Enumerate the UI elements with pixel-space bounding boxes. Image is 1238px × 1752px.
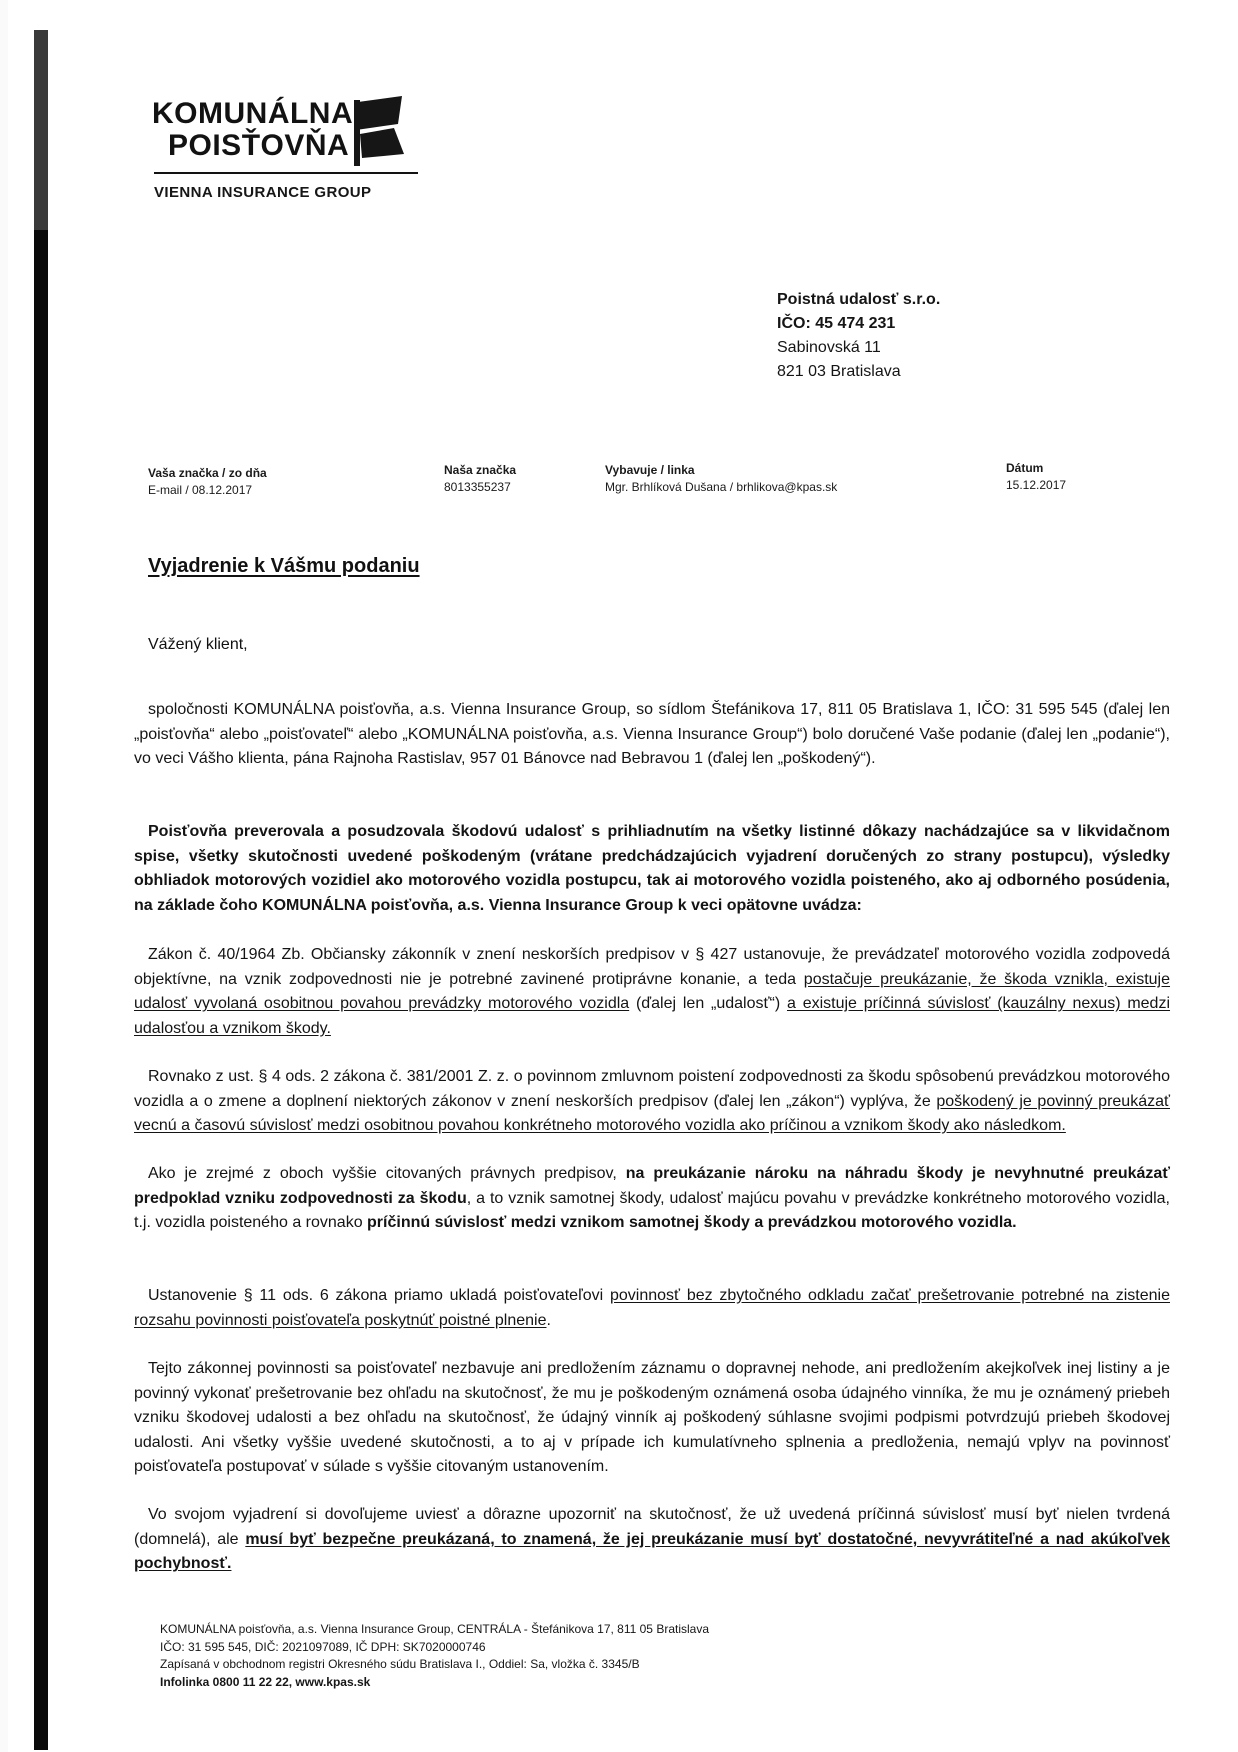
paragraph-investigation-underline: povinnosť bez zbytočného odkladu začať prešetrovanie potrebné na zistenie rozsahu povinnosti poisťovateľa poskytnúť poistné plnenie	[134, 1287, 1170, 1329]
handler-label: Vybavuje / linka	[605, 463, 695, 477]
logo-line-2: POISŤOVŇA	[168, 129, 350, 162]
paragraph-civil-code-underline-1: postačuje preukázanie, že škoda vznikla, existuje udalosť vyvolaná osobitnou povahou prevádzky motorového vozidla	[134, 970, 1171, 1012]
paragraph-insurance-act-underline: poškodený je povinný preukázať vecnú a časovú súvislosť medzi osobitnou povahou konkrétneho motorového vozidla ako príčinou a vznikom škody ako následkom.	[134, 1092, 1170, 1134]
paragraph-obligation: Tejto zákonnej povinnosti sa poisťovateľ nezbavuje ani predložením záznamu o dopravnej nehode, ani predložením akejkoľvek inej listiny a je povinný vykonať prešetrovanie bez ohľadu na skutočnosť, že mu je poškodeným oznámená osoba údajného vinníka, že mu je oznámený priebeh vzniku škodovej udalosti a bez ohľadu na skutočnosť, že údajný vinník aj poškodený súhlasne svojimi podpismi potvrdzujú priebeh škodovej udalosti. Ani všetky vyššie uvedené skutočnosti, a to aj v prípade ich kumulatívneho splnenia a predloženia, nemajú vplyv na povinnosť poisťovateľa postupovať v súlade s vyššie citovaným ustanovením.	[134, 1360, 1170, 1475]
paragraph-liability	[134, 1162, 1170, 1236]
our-reference-label: Naša značka	[444, 463, 517, 477]
paragraph-liability-bold-2: príčinnú súvislosť medzi vznikom samotnej škody a prevádzkou motorového vozidla.	[367, 1214, 1017, 1231]
logo-group-name: VIENNA INSURANCE GROUP	[154, 184, 372, 201]
footer-line-3: Zapísaná v obchodnom registri Okresného súdu Bratislava I., Oddiel: Sa, vložka č. 3345/B	[160, 1657, 640, 1671]
paragraph-intro: spoločnosti KOMUNÁLNA poisťovňa, a.s. Vienna Insurance Group, so sídlom Štefánikova 17, 811 05 Bratislava 1, IČO: 31 595 545 (ďalej len „poisťovňa“ alebo „poisťovateľ“ alebo „KOMUNÁLNA poisťovňa, a.s. Vienna Insurance Group“) bolo doručené Vaše podanie (ďalej len „podanie“), vo veci Vášho klienta, pána Rajnoha Rastislav, 957 01 Bánovce nad Bebravou 1 (ďalej len „poškodený“).	[134, 701, 1170, 767]
scan-edge	[0, 0, 8, 1752]
paragraph-causality	[134, 1503, 1170, 1577]
paragraph-insurance-act-text: Rovnako z ust. § 4 ods. 2 zákona č. 381/2001 Z. z. o povinnom zmluvnom poistení zodpovednosti za škodu spôsobenú prevádzkou motorového vozidla a o zmene a doplnení niektorých zákonov v znení neskorších predpisov (ďalej len „zákon“) vyplýva, že	[134, 1068, 1170, 1110]
flag-icon	[352, 96, 408, 168]
document-date	[1006, 460, 1066, 494]
our-reference-value: 8013355237	[444, 480, 511, 494]
letter-subject: Vyjadrenie k Vášmu podaniu	[148, 555, 420, 577]
paragraph-civil-code-underline-2: a existuje príčinná súvislosť (kauzálny nexus) medzi udalosťou a vznikom škody.	[134, 995, 1171, 1037]
logo-line-1: KOMUNÁLNA	[152, 97, 354, 130]
paragraph-liability-text: Ako je zrejmé z oboch vyššie citovaných právnych predpisov,	[148, 1165, 626, 1182]
paragraph-civil-code-text: Zákon č. 40/1964 Zb. Občiansky zákonník v znení neskorších predpisov v § 427 ustanovuje, že prevádzateľ motorového vozidla zodpovedá objektívne, na vznik zodpovednosti nie je potrebné zavinené protiprávne konanie, a teda	[134, 946, 1170, 988]
paragraph-investigation-end: .	[546, 1311, 551, 1329]
paragraph-investigation	[134, 1284, 1170, 1333]
handler	[605, 462, 837, 496]
paragraph-assessment: Poisťovňa preverovala a posudzovala škodovú udalosť s prihliadnutím na všetky listinné dôkazy nachádzajúce sa v likvidačnom spise, všetky skutočnosti uvedené poškodeným (vrátane predchádzajúcich vyjadrení doručených zo strany postupcu), výsledky obhliadok motorových vozidiel ako motorového vozidla postupcu, tak ai motorového vozidla poisteného, ako aj odborného posúdenia, na základe čoho KOMUNÁLNA poisťovňa, a.s. Vienna Insurance Group k veci opätovne uvádza:	[134, 823, 1170, 914]
paragraph-investigation-text: Ustanovenie § 11 ods. 6 zákona priamo ukladá poisťovateľovi	[148, 1287, 610, 1304]
recipient-company: Poistná udalosť s.r.o.	[777, 291, 941, 308]
footer-line-1: KOMUNÁLNA poisťovňa, a.s. Vienna Insurance Group, CENTRÁLA - Štefánikova 17, 811 05 Bratislava	[160, 1622, 710, 1636]
recipient-ico: IČO: 45 474 231	[777, 315, 896, 332]
logo-rule	[154, 172, 418, 174]
paragraph-liability-text-2: , a to vznik samotnej škody, udalosť majúcu povahu v prevádzke konkrétneho motorového vozidla, t.j. vozidla poisteného a rovnako	[134, 1189, 1171, 1231]
scan-binding-bar-top	[34, 30, 48, 230]
recipient-address	[777, 288, 940, 384]
paragraph-causality-bold-underline: musí byť bezpečne preukázaná, to znamená, že jej preukázanie musí byť dostatočné, nevyvrátiteľné a nad akúkoľvek pochybnosť.	[134, 1530, 1171, 1572]
your-reference-value: E-mail / 08.12.2017	[148, 483, 253, 497]
footer-line-2: IČO: 31 595 545, DIČ: 2021097089, IČ DPH: SK7020000746	[160, 1639, 486, 1654]
date-value: 15.12.2017	[1006, 478, 1067, 492]
paragraph-liability-bold-1: na preukázanie nároku na náhradu škody je nevyhnutné preukázať predpoklad vzniku zodpovednosti za škodu	[134, 1165, 1170, 1207]
paragraph-insurance-act	[134, 1065, 1170, 1139]
date-label: Dátum	[1006, 461, 1044, 475]
paragraph-civil-code	[134, 943, 1170, 1041]
paragraph-causality-text: Vo svojom vyjadrení si dovoľujeme uviesť a dôrazne upozorniť na skutočnosť, že už uvedená príčinná súvislosť musí byť nielen tvrdená (domnelá), ale	[134, 1506, 1170, 1548]
your-reference-label: Vaša značka / zo dňa	[148, 466, 267, 480]
letter-greeting: Vážený klient,	[148, 636, 248, 653]
letter-footer	[160, 1621, 709, 1691]
company-logo	[152, 96, 432, 206]
scan-binding-bar	[34, 30, 48, 1750]
paragraph-civil-code-text-2: (ďalej len „udalosť“)	[629, 995, 787, 1012]
your-reference	[148, 465, 267, 499]
recipient-street: Sabinovská 11	[777, 339, 881, 356]
footer-line-4: Infolinka 0800 11 22 22, www.kpas.sk	[160, 1674, 371, 1689]
handler-value: Mgr. Brhlíková Dušana / brhlikova@kpas.sk	[605, 480, 838, 494]
our-reference	[444, 462, 516, 496]
recipient-city: 821 03 Bratislava	[777, 363, 901, 380]
